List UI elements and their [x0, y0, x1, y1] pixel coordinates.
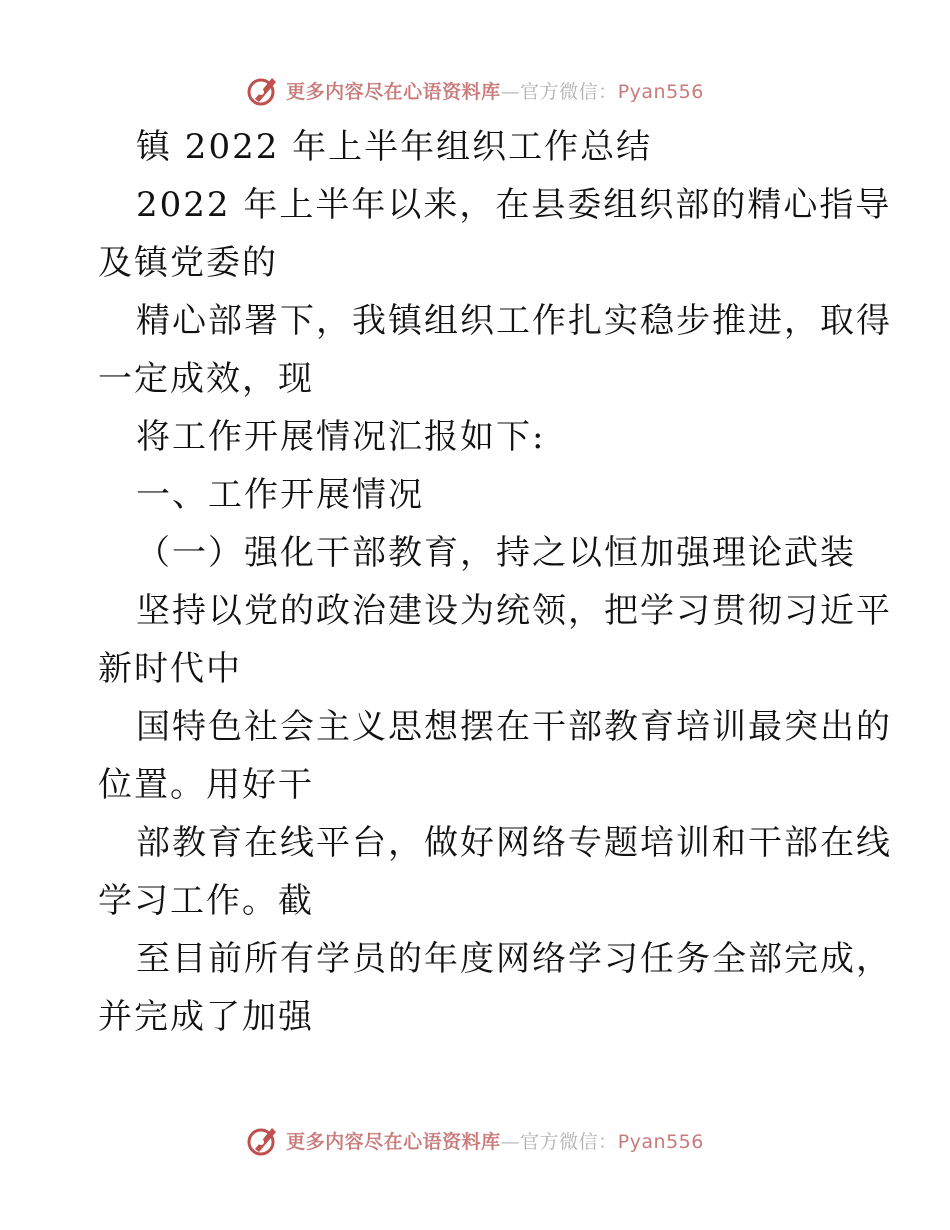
watermark-official-label: 官方微信：	[520, 1130, 618, 1153]
watermark-official-label: 官方微信：	[520, 80, 618, 103]
section-heading: 一、工作开展情况	[136, 475, 424, 515]
paragraph-line: 国特色社会主义思想摆在干部教育培训最突出的	[136, 707, 892, 747]
watermark-text	[286, 77, 704, 104]
watermark-header	[0, 70, 950, 110]
paragraph-line: 及镇党委的	[98, 243, 278, 283]
watermark-brand: 更多内容尽在心语资料库	[286, 80, 501, 103]
watermark-brand: 更多内容尽在心语资料库	[286, 1130, 501, 1153]
document-body	[98, 118, 892, 1046]
paragraph-line: 部教育在线平台，做好网络专题培训和干部在线	[136, 823, 892, 863]
subsection-heading: （一）强化干部教育，持之以恒加强理论武装	[136, 533, 856, 573]
pen-logo-icon	[246, 1123, 280, 1157]
paragraph-line: 一定成效，现	[98, 359, 314, 399]
paragraph-line: 至目前所有学员的年度网络学习任务全部完成，	[136, 939, 892, 979]
watermark-text	[286, 1127, 704, 1154]
watermark-separator: —	[500, 80, 521, 103]
paragraph-line: 新时代中	[98, 649, 242, 689]
paragraph-line: 学习工作。截	[98, 881, 314, 921]
watermark-wechat-id: Pyan556	[617, 1130, 704, 1153]
paragraph-line: 坚持以党的政治建设为统领，把学习贯彻习近平	[136, 591, 892, 631]
pen-logo-icon	[246, 73, 280, 107]
watermark-footer	[0, 1120, 950, 1160]
watermark-wechat-id: Pyan556	[617, 80, 704, 103]
paragraph-line: 2022 年上半年以来，在县委组织部的精心指导	[136, 185, 892, 225]
document-title: 镇 2022 年上半年组织工作总结	[136, 127, 653, 167]
paragraph-line: 位置。用好干	[98, 765, 314, 805]
paragraph-line: 将工作开展情况汇报如下:	[136, 417, 546, 457]
watermark-separator: —	[500, 1130, 521, 1153]
paragraph-line: 并完成了加强	[98, 997, 314, 1037]
paragraph-line: 精心部署下，我镇组织工作扎实稳步推进，取得	[136, 301, 892, 341]
